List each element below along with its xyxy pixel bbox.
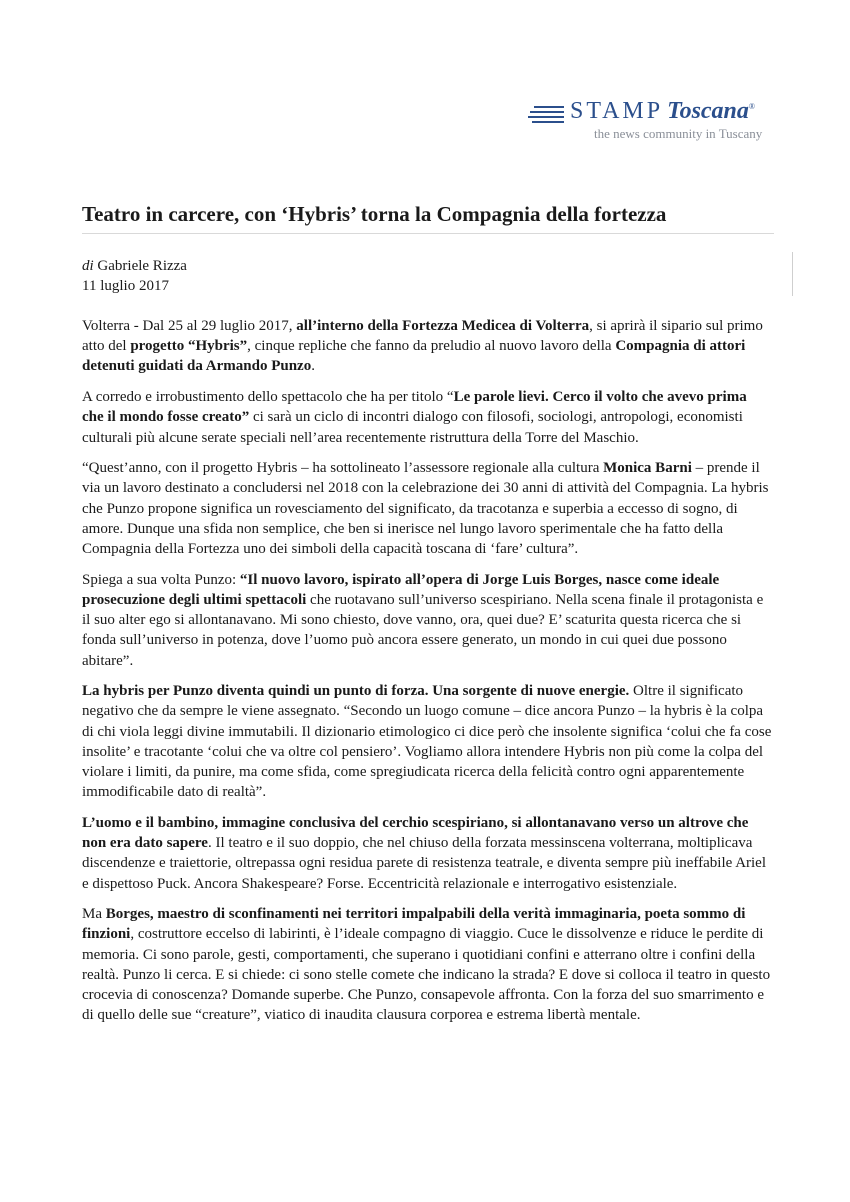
paragraph-text: , si aprirà il sipario sul primo atto del	[82, 318, 763, 355]
bold-text: Monica Barni	[603, 460, 692, 477]
logo-wordmark	[570, 98, 755, 125]
paragraph-text: Oltre il significato negativo che da sempre le viene assegnato. “Secondo un luogo comune – dice ancora Punzo – la hybris è la colpa di chi viola leggi divine immutabili. Il dizionario etimologico ci dice però che insolente significa ‘colui che fa cose insolite’ e tracotante ‘colui che va oltre col pensiero’. Vogliamo allora intendere Hybris non più come la colpa del violare i limiti, da punire, ma come sfida, come spregiudicata ricerca della felicità contro ogni apparentemente immodificabile dato di realtà”.	[82, 683, 772, 801]
article-paragraph	[82, 904, 772, 1025]
paragraph-text: Spiega a sua volta Punzo:	[82, 571, 240, 588]
article-title: Teatro in carcere, con ‘Hybris’ torna la Compagnia della fortezza	[82, 202, 667, 226]
title-divider	[82, 233, 774, 234]
article-paragraph	[82, 570, 772, 671]
registered-mark: ®	[748, 102, 755, 111]
paragraph-text: “Quest’anno, con il progetto Hybris – ha sottolineato l’assessore regionale alla cultura	[82, 460, 604, 477]
article-body	[82, 316, 772, 1036]
margin-divider	[792, 252, 793, 296]
article-date: 11 luglio 2017	[82, 278, 169, 294]
paragraph-text: ci sarà un ciclo di incontri dialogo con filosofi, sociologi, antropologi, economisti culturali più alcune serate speciali nell’area recentemente ristruttura della Torre del Maschio.	[82, 409, 743, 446]
article-paragraph	[82, 387, 772, 448]
speed-lines-icon	[528, 106, 564, 126]
author-name: Gabriele Rizza	[97, 258, 187, 274]
byline	[82, 256, 187, 296]
paragraph-text: , cinque repliche che fanno da preludio al nuovo lavoro della	[247, 338, 616, 355]
paragraph-text: Ma	[82, 906, 106, 923]
bold-text: La hybris per Punzo diventa quindi un punto di forza. Una sorgente di nuove energie.	[82, 683, 630, 700]
paragraph-text: A corredo e irrobustimento dello spettacolo che ha per titolo “	[82, 389, 454, 406]
article-paragraph	[82, 458, 772, 559]
bold-text: all’interno della Fortezza Medicea di Volterra	[296, 318, 590, 334]
paragraph-text: che ruotavano sull’universo scespiriano. Nella scena finale il protagonista e il suo alter ego si allontanavano. Mi sono chiesto, dove vanno, ora, quei due? E’ scaturita questa ricerca che si fonda sull’universo in potenza, dove l’uomo può ancora essere generato, un mondo in cui quei due possono abitare”.	[82, 591, 764, 669]
bold-text: Borges, maestro di sconfinamenti nei territori impalpabili della verità immaginaria, poeta sommo di finzioni	[82, 906, 746, 943]
paragraph-text: .	[311, 358, 315, 375]
bold-text: “Il nuovo lavoro, ispirato all’opera di Jorge Luis Borges, nasce come ideale prosecuzione degli ultimi spettacoli	[82, 571, 720, 608]
bold-text: Compagnia di attori detenuti guidati da Armando Punzo	[82, 338, 746, 375]
bold-text: L’uomo e il bambino, immagine conclusiva del cerchio scespiriano, si allontanavano verso un altrove che non era dato sapere	[82, 814, 749, 852]
article-paragraph	[82, 681, 772, 802]
paragraph-text: – prende il via un lavoro destinato a concludersi nel 2018 con la celebrazione dei 30 anni di attività del Compagnia. La hybris che Punzo propone significa un rovesciamento del significato, da tracotanza e superbia a eccesso di sogno, di amore. Dunque una sfida non semplice, che ben si inerisce nel lungo lavoro sperimentale che ha fatto della Compagnia della Fortezza uno dei simboli della capacità toscana di ‘fare’ cultura”.	[82, 460, 769, 558]
byline-prefix: di	[82, 258, 94, 274]
bold-text: progetto “Hybris”	[130, 338, 248, 355]
paragraph-text: Volterra - Dal 25 al 29 luglio 2017,	[82, 318, 297, 334]
article-paragraph	[82, 813, 772, 894]
logo-brand: STAMP	[570, 98, 664, 124]
bold-text: Le parole lievi. Cerco il volto che avevo prima che il mondo fosse creato”	[82, 389, 747, 426]
article-paragraph	[82, 316, 772, 377]
paragraph-text: , costruttore eccelso di labirinti, è l’ideale compagno di viaggio. Cuce le dissolvenze e riduce le perdite di memoria. Ci sono parole, gesti, comportamenti, che superano i quotidiani confini e atterrano oltre i confini della realtà. Punzo li cerca. E si chiede: ci sono stelle comete che indicano la strada? E dove si colloca il teatro in questo crocevia di conoscenza? Domande superbe. Che Punzo, consapevole affronta. Con la forza del suo smarrimento e di quello delle sue “creature”, viatico di inaudita clausura corporea e estrema libertà mentale.	[82, 926, 771, 1024]
stamp-toscana-logo	[528, 100, 818, 150]
paragraph-text: . Il teatro e il suo doppio, che nel chiuso della forzata messinscena volterrana, moltiplicava discendenze e traiettorie, oltrepassa ogni residua parete di resistenza teatrale, e diventa sempre più ineffabile Ariel e dispettoso Puck. Ancora Shakespeare? Forse. Eccentricità relazionale e interrogativo esistenziale.	[82, 835, 767, 892]
logo-tagline: the news community in Tuscany	[594, 126, 763, 141]
logo-brand-italic: Toscana	[667, 98, 749, 124]
